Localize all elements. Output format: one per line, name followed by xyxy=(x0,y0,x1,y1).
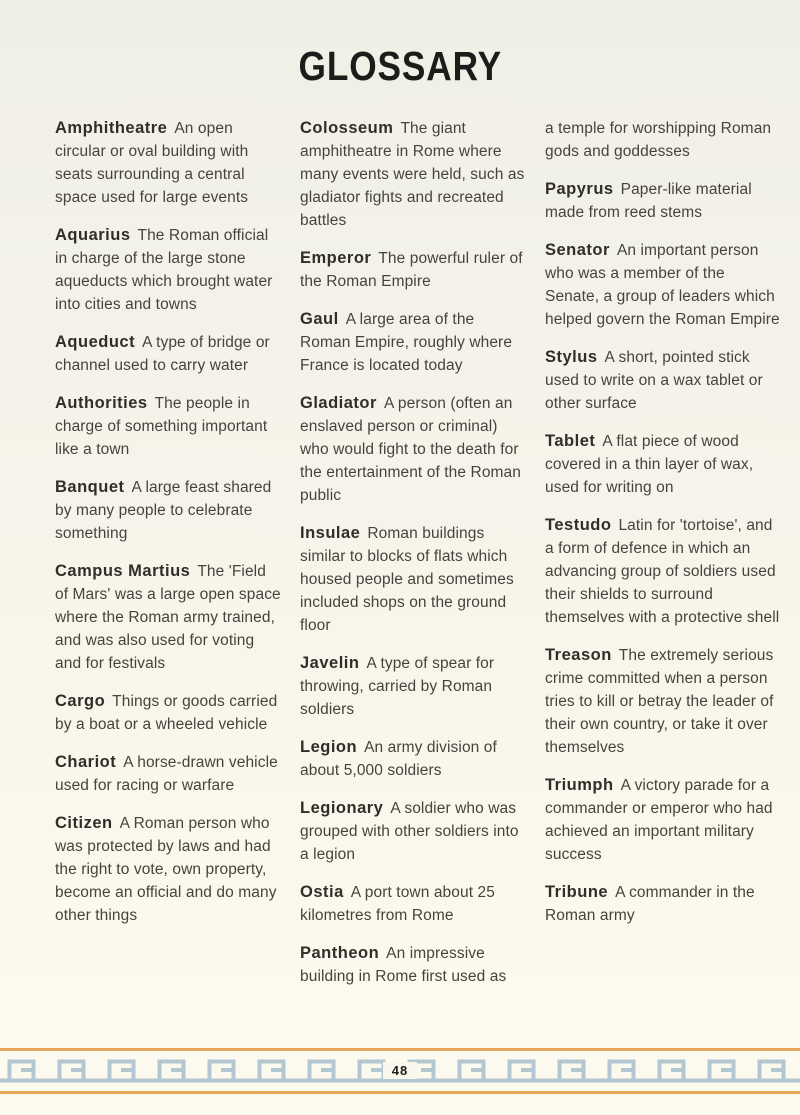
glossary-term: Banquet xyxy=(55,478,125,496)
glossary-entry xyxy=(545,117,783,163)
glossary-definition: A short, pointed stick used to write on a wax tablet or other surface xyxy=(545,349,763,412)
glossary-entry xyxy=(55,224,283,316)
page-number: 48 xyxy=(383,1062,417,1079)
glossary-term: Gladiator xyxy=(300,394,377,412)
greek-key-border xyxy=(0,1053,800,1089)
glossary-definition: A flat piece of wood covered in a thin layer of wax, used for writing on xyxy=(545,433,754,496)
glossary-entry xyxy=(300,881,528,927)
glossary-definition: Paper-like material made from reed stems xyxy=(545,181,752,221)
page-number-container xyxy=(0,1062,800,1080)
glossary-entry xyxy=(300,942,528,988)
glossary-definition: A Roman person who was protected by laws and had the right to vote, own property, become an official and do many other things xyxy=(55,815,277,924)
glossary-term: Tribune xyxy=(545,883,609,901)
glossary-definition: An open circular or oval building with seats surrounding a central space used for large events xyxy=(55,120,249,206)
glossary-term: Legionary xyxy=(300,799,384,817)
glossary-term: Citizen xyxy=(55,814,113,832)
glossary-entry xyxy=(55,331,283,377)
glossary-term: Testudo xyxy=(545,516,612,534)
glossary-term: Treason xyxy=(545,646,612,664)
glossary-entry xyxy=(55,392,283,461)
glossary-term: Cargo xyxy=(55,692,106,710)
glossary-definition: The people in charge of something important like a town xyxy=(55,395,268,458)
glossary-entry xyxy=(545,178,783,224)
glossary-definition: a temple for worshipping Roman gods and goddesses xyxy=(545,120,772,160)
glossary-definition: A port town about 25 kilometres from Rome xyxy=(300,884,495,924)
glossary-entry xyxy=(300,736,528,782)
glossary-column-3 xyxy=(545,117,783,1003)
glossary-term: Legion xyxy=(300,738,358,756)
glossary-definition: The extremely serious crime committed when a person tries to kill or betray the leader of their own country, or take it over themselves xyxy=(545,647,774,756)
page-title: GLOSSARY xyxy=(298,43,502,89)
glossary-definition: A commander in the Roman army xyxy=(545,884,755,924)
glossary-term: Emperor xyxy=(300,249,372,267)
glossary-definition: The Roman official in charge of the large stone aqueducts which brought water into cities and towns xyxy=(55,227,273,313)
glossary-definition: A horse-drawn vehicle used for racing or warfare xyxy=(55,754,278,794)
glossary-term: Stylus xyxy=(545,348,598,366)
glossary-entry xyxy=(55,560,283,675)
glossary-definition: An army division of about 5,000 soldiers xyxy=(300,739,497,779)
glossary-entry xyxy=(545,346,783,415)
glossary-entry xyxy=(545,239,783,331)
glossary-term: Aqueduct xyxy=(55,333,136,351)
glossary-term: Papyrus xyxy=(545,180,614,198)
footer-top-rule xyxy=(0,1048,800,1051)
glossary-term: Colosseum xyxy=(300,119,394,137)
glossary-entry xyxy=(300,117,528,232)
glossary-term: Ostia xyxy=(300,883,344,901)
glossary-definition: Latin for 'tortoise', and a form of defence in which an advancing group of soldiers used their shields to surround themselves with a protective shell xyxy=(545,517,780,626)
glossary-term: Javelin xyxy=(300,654,360,672)
glossary-term: Senator xyxy=(545,241,610,259)
footer-bottom-rule xyxy=(0,1091,800,1094)
glossary-entry xyxy=(55,117,283,209)
glossary-entry xyxy=(55,690,283,736)
glossary-term: Chariot xyxy=(55,753,117,771)
glossary-definition: An important person who was a member of the Senate, a group of leaders which helped govern the Roman Empire xyxy=(545,242,780,328)
glossary-entry xyxy=(545,430,783,499)
page-footer xyxy=(0,1048,800,1094)
glossary-entry xyxy=(300,652,528,721)
glossary-entry xyxy=(545,644,783,759)
glossary-entry xyxy=(300,522,528,637)
glossary-definition: The giant amphitheatre in Rome where many events were held, such as gladiator fights and recreated battles xyxy=(300,120,525,229)
glossary-term: Insulae xyxy=(300,524,361,542)
glossary-entry xyxy=(545,881,783,927)
glossary-term: Gaul xyxy=(300,310,339,328)
glossary-definition: A large area of the Roman Empire, roughly where France is located today xyxy=(300,311,513,374)
glossary-entry xyxy=(55,751,283,797)
glossary-definition: An impressive building in Rome first used as xyxy=(300,945,507,985)
glossary-term: Authorities xyxy=(55,394,148,412)
glossary-definition: A person (often an enslaved person or criminal) who would fight to the death for the entertainment of the Roman public xyxy=(300,395,521,504)
glossary-term: Amphitheatre xyxy=(55,119,168,137)
glossary-definition: Roman buildings similar to blocks of flats which housed people and sometimes included shops on the ground floor xyxy=(300,525,514,634)
glossary-columns xyxy=(0,117,800,1003)
glossary-definition: A soldier who was grouped with other soldiers into a legion xyxy=(300,800,519,863)
glossary-definition: A type of bridge or channel used to carry water xyxy=(55,334,270,374)
glossary-definition: Things or goods carried by a boat or a wheeled vehicle xyxy=(55,693,278,733)
glossary-term: Aquarius xyxy=(55,226,131,244)
glossary-entry xyxy=(300,247,528,293)
glossary-entry xyxy=(545,774,783,866)
glossary-entry xyxy=(300,392,528,507)
glossary-entry xyxy=(300,308,528,377)
glossary-entry xyxy=(55,812,283,927)
glossary-entry xyxy=(545,514,783,629)
glossary-definition: A large feast shared by many people to celebrate something xyxy=(55,479,272,542)
glossary-term: Pantheon xyxy=(300,944,380,962)
glossary-definition: The 'Field of Mars' was a large open space where the Roman army trained, and was also used for voting and for festivals xyxy=(55,563,281,672)
glossary-definition: A victory parade for a commander or emperor who had achieved an important military success xyxy=(545,777,773,863)
glossary-column-2 xyxy=(300,117,528,1003)
glossary-definition: A type of spear for throwing, carried by Roman soldiers xyxy=(300,655,495,718)
page-header xyxy=(0,43,800,90)
glossary-entry xyxy=(55,476,283,545)
glossary-term: Campus Martius xyxy=(55,562,191,580)
glossary-definition: The powerful ruler of the Roman Empire xyxy=(300,250,523,290)
glossary-entry xyxy=(300,797,528,866)
glossary-term: Triumph xyxy=(545,776,614,794)
glossary-column-1 xyxy=(55,117,283,1003)
glossary-term: Tablet xyxy=(545,432,596,450)
